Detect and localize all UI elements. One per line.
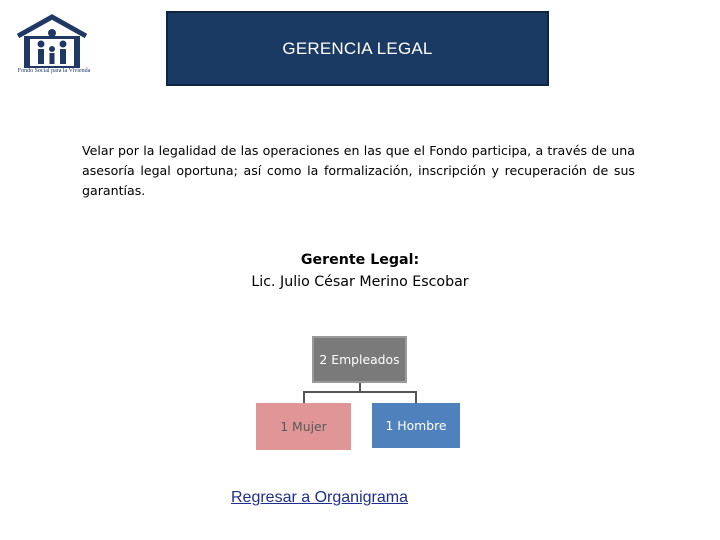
manager-block	[150, 249, 570, 293]
logo-caption: Fondo Social para la Vivienda	[17, 68, 91, 74]
org-box-men: 1 Hombre	[372, 403, 460, 448]
org-box-women: 1 Mujer	[256, 403, 351, 450]
connector-horizontal	[303, 391, 417, 393]
description-text: Velar por la legalidad de las operaciones en las que el Fondo participa, a través de una asesoría legal oportuna; así como la formalización, inscripción y recuperación de sus garantías.	[82, 143, 635, 198]
logo	[8, 14, 96, 80]
house-family-logo-icon	[8, 14, 96, 70]
org-box-total-employees: 2 Empleados	[312, 336, 407, 383]
title-banner	[166, 11, 549, 86]
manager-name: Lic. Julio César Merino Escobar	[251, 274, 469, 290]
manager-role: Gerente Legal:	[300, 252, 420, 268]
page-title: GERENCIA LEGAL	[282, 38, 433, 58]
back-to-org-chart-link[interactable]: Regresar a Organigrama	[231, 489, 408, 506]
connector-right	[415, 391, 417, 403]
connector-left	[303, 391, 305, 403]
